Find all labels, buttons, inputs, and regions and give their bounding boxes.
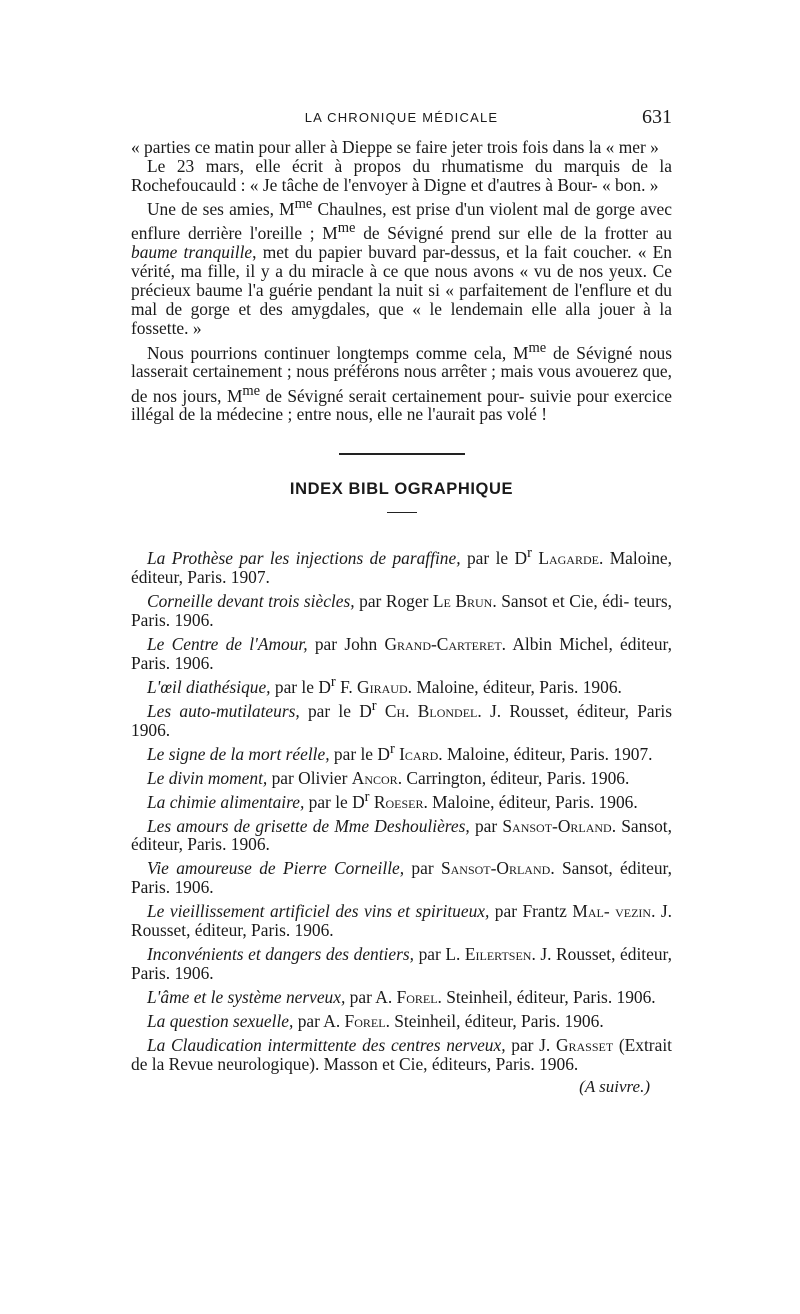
entry-publisher: . Maloine, éditeur, Paris. 1907. xyxy=(131,547,673,587)
paragraph-4 xyxy=(131,339,672,425)
paragraph-3-text-d: , met du papier buvard par-dessus, et la fait coucher. « En vérité, ma fille, il y a du miracle à ce que nous avons « vu de nos yeux. Ce précieux baume l'a guérie pendant la nuit si « parfaitement de l'enflure et du mal de gorge et des amygdales, que « le lendemain elle alla jouer à la fossette. » xyxy=(131,242,672,339)
entry-publisher: . Sansot, éditeur, Paris. 1906. xyxy=(131,858,672,898)
entry-author: Icard xyxy=(394,743,439,764)
entry-prefix: par le D xyxy=(329,743,390,764)
to-be-continued: (A suivre.) xyxy=(579,1077,650,1097)
paragraph-1: « parties ce matin pour aller à Dieppe se faire jeter trois fois dans la « mer » xyxy=(131,137,659,157)
entry-prefix: par Olivier xyxy=(267,767,352,788)
entry-author: Ch. Blondel xyxy=(376,700,478,721)
entry-superscript: r xyxy=(527,545,532,561)
entry-publisher: . Albin Michel, éditeur, Paris. 1906. xyxy=(131,633,672,673)
entry-prefix: par le D xyxy=(304,791,365,812)
paragraph-3-sup-a: me xyxy=(294,196,313,213)
entry-author: Grasset xyxy=(555,1035,614,1056)
entry-publisher: . Steinheil, éditeur, Paris. 1906. xyxy=(385,1011,604,1032)
page-number: 631 xyxy=(642,106,672,128)
entry-title: L'âme et le système nerveux, xyxy=(147,987,346,1008)
entry-publisher: . Carrington, éditeur, Paris. 1906. xyxy=(397,767,630,788)
entry-publisher: . J. Rousset, éditeur, Paris 1906. xyxy=(131,700,672,740)
entry-superscript: r xyxy=(389,740,395,757)
entry-publisher: . Maloine, éditeur, Paris. 1906. xyxy=(423,791,638,812)
entry-title: Vie amoureuse de Pierre Corneille, xyxy=(147,858,405,879)
paragraph-3-sup-b: me xyxy=(337,220,356,237)
entry-prefix: par le D xyxy=(299,700,372,721)
entry-prefix: par le D xyxy=(460,547,528,568)
entry-title: Corneille devant trois siècles, xyxy=(147,590,355,611)
paragraph-4-text-c: de Sévigné serait certainement pour- suivie pour exercice illégal de la médecine ; entre nous, elle ne l'aurait pas volé ! xyxy=(131,385,672,425)
paragraph-4-sup-a: me xyxy=(528,339,547,356)
entry-author: Forel xyxy=(396,987,438,1008)
entry-title: Le divin moment, xyxy=(147,767,268,788)
paragraph-4-text-a: Nous pourrions continuer longtemps comme cela, M xyxy=(147,342,529,363)
bibliography-entry xyxy=(131,764,672,788)
entry-title: Les amours de grisette de Mme Deshoulières, xyxy=(147,815,470,836)
paragraph-3-italic: baume tranquille xyxy=(131,242,253,263)
entry-prefix: par Roger xyxy=(354,590,433,611)
entry-prefix: par A. xyxy=(345,987,397,1008)
entry-publisher: . Sansot, éditeur, Paris. 1906. xyxy=(131,815,672,855)
section-divider xyxy=(339,453,465,455)
heading-underline xyxy=(387,512,417,514)
bibliography-entry xyxy=(131,1031,672,1074)
bibliography-entry xyxy=(131,788,672,812)
bibliography-entry xyxy=(131,897,672,940)
entry-title: Le vieillissement artificiel des vins et spiritueux, xyxy=(147,901,490,922)
entry-title: La Prothèse par les injections de paraffine, xyxy=(147,547,461,568)
entry-superscript: r xyxy=(364,788,370,805)
entry-author: Grand-Carteret xyxy=(384,633,502,654)
entry-publisher: . J. Rousset, éditeur, Paris. 1906. xyxy=(131,944,672,984)
entry-title: Les auto-mutilateurs, xyxy=(147,700,300,721)
entry-superscript: r xyxy=(330,673,336,690)
entry-author: Forel xyxy=(344,1011,386,1032)
bibliography-entry xyxy=(131,854,672,897)
entry-title: Le Centre de l'Amour, xyxy=(147,633,308,654)
entry-author: Le Brun xyxy=(432,590,493,611)
bibliography-entry xyxy=(131,1007,672,1031)
page-header xyxy=(131,98,672,138)
bibliography-entry xyxy=(131,697,672,740)
paragraph-3-text-b: Chaulnes, est prise d'un violent mal de gorge avec enflure derrière l'oreille ; M xyxy=(131,199,672,243)
bibliography-entry xyxy=(131,740,672,764)
entry-publisher: . Maloine, éditeur, Paris. 1907. xyxy=(438,743,653,764)
book-page xyxy=(131,98,672,1097)
section-heading: INDEX BIBL OGRAPHIQUE xyxy=(289,479,514,498)
paragraph-2: Le 23 mars, elle écrit à propos du rhumatisme du marquis de la Rochefoucauld : « Je tâche de l'envoyer à Digne et d'autres à Bour- « bon. » xyxy=(131,156,672,196)
entry-author: Sansot-Orland xyxy=(440,858,551,879)
bibliography-entry xyxy=(131,544,672,587)
paragraph-4-sup-b: me xyxy=(242,382,261,399)
entry-superscript: r xyxy=(371,697,377,714)
bibliography-entry xyxy=(131,673,672,697)
entry-prefix: par Frantz xyxy=(489,901,573,922)
paragraph-3 xyxy=(131,195,672,338)
entry-title: Le signe de la mort réelle, xyxy=(147,743,330,764)
entry-author: Sansot-Orland xyxy=(502,815,612,836)
entry-publisher: . Sansot et Cie, édi- teurs, Paris. 1906. xyxy=(131,590,672,630)
entry-prefix: par L. xyxy=(414,944,465,965)
entry-prefix: par le D xyxy=(270,676,331,697)
bibliography-list xyxy=(131,544,672,1074)
entry-title: La Claudication intermittente des centres nerveux, xyxy=(147,1035,506,1056)
bibliography-entry xyxy=(131,940,672,983)
bibliography-entry xyxy=(131,812,672,855)
entry-author: Mal- vezin xyxy=(572,901,652,922)
entry-author: Roeser xyxy=(369,791,424,812)
entry-prefix: par xyxy=(404,858,441,879)
article-body xyxy=(131,138,672,425)
entry-title: La chimie alimentaire, xyxy=(147,791,305,812)
entry-publisher: . J. Rousset, éditeur, Paris. 1906. xyxy=(131,901,672,941)
bibliography-entry xyxy=(131,630,672,673)
entry-publisher: (Extrait de la Revue neurologique). Masson et Cie, éditeurs, Paris. 1906. xyxy=(131,1035,672,1075)
entry-prefix: par xyxy=(469,815,503,836)
bibliography-entry xyxy=(131,983,672,1007)
entry-author: Lagarde xyxy=(531,547,599,568)
bibliography-entry xyxy=(131,587,672,630)
entry-prefix: par J. xyxy=(505,1035,556,1056)
entry-prefix: par John xyxy=(307,633,385,654)
entry-author: Ancor xyxy=(351,767,398,788)
paragraph-4-text-b: de Sévigné nous lasserait certainement ; nous préférons nous arrêter ; mais vous avouerez que, de nos jours, M xyxy=(131,342,672,406)
entry-title: La question sexuelle, xyxy=(147,1011,294,1032)
entry-title: Inconvénients et dangers des dentiers, xyxy=(147,944,414,965)
paragraph-3-text-c: de Sévigné prend sur elle de la frotter au xyxy=(355,222,672,243)
entry-publisher: . Maloine, éditeur, Paris. 1906. xyxy=(407,676,622,697)
entry-author: F. Giraud xyxy=(335,676,408,697)
entry-publisher: . Steinheil, éditeur, Paris. 1906. xyxy=(437,987,656,1008)
running-title: LA CHRONIQUE MÉDICALE xyxy=(304,110,499,125)
entry-author: Eilertsen xyxy=(464,944,532,965)
entry-title: L'œil diathésique, xyxy=(147,676,271,697)
paragraph-3-text-a: Une de ses amies, M xyxy=(147,199,295,220)
entry-prefix: par A. xyxy=(293,1011,345,1032)
